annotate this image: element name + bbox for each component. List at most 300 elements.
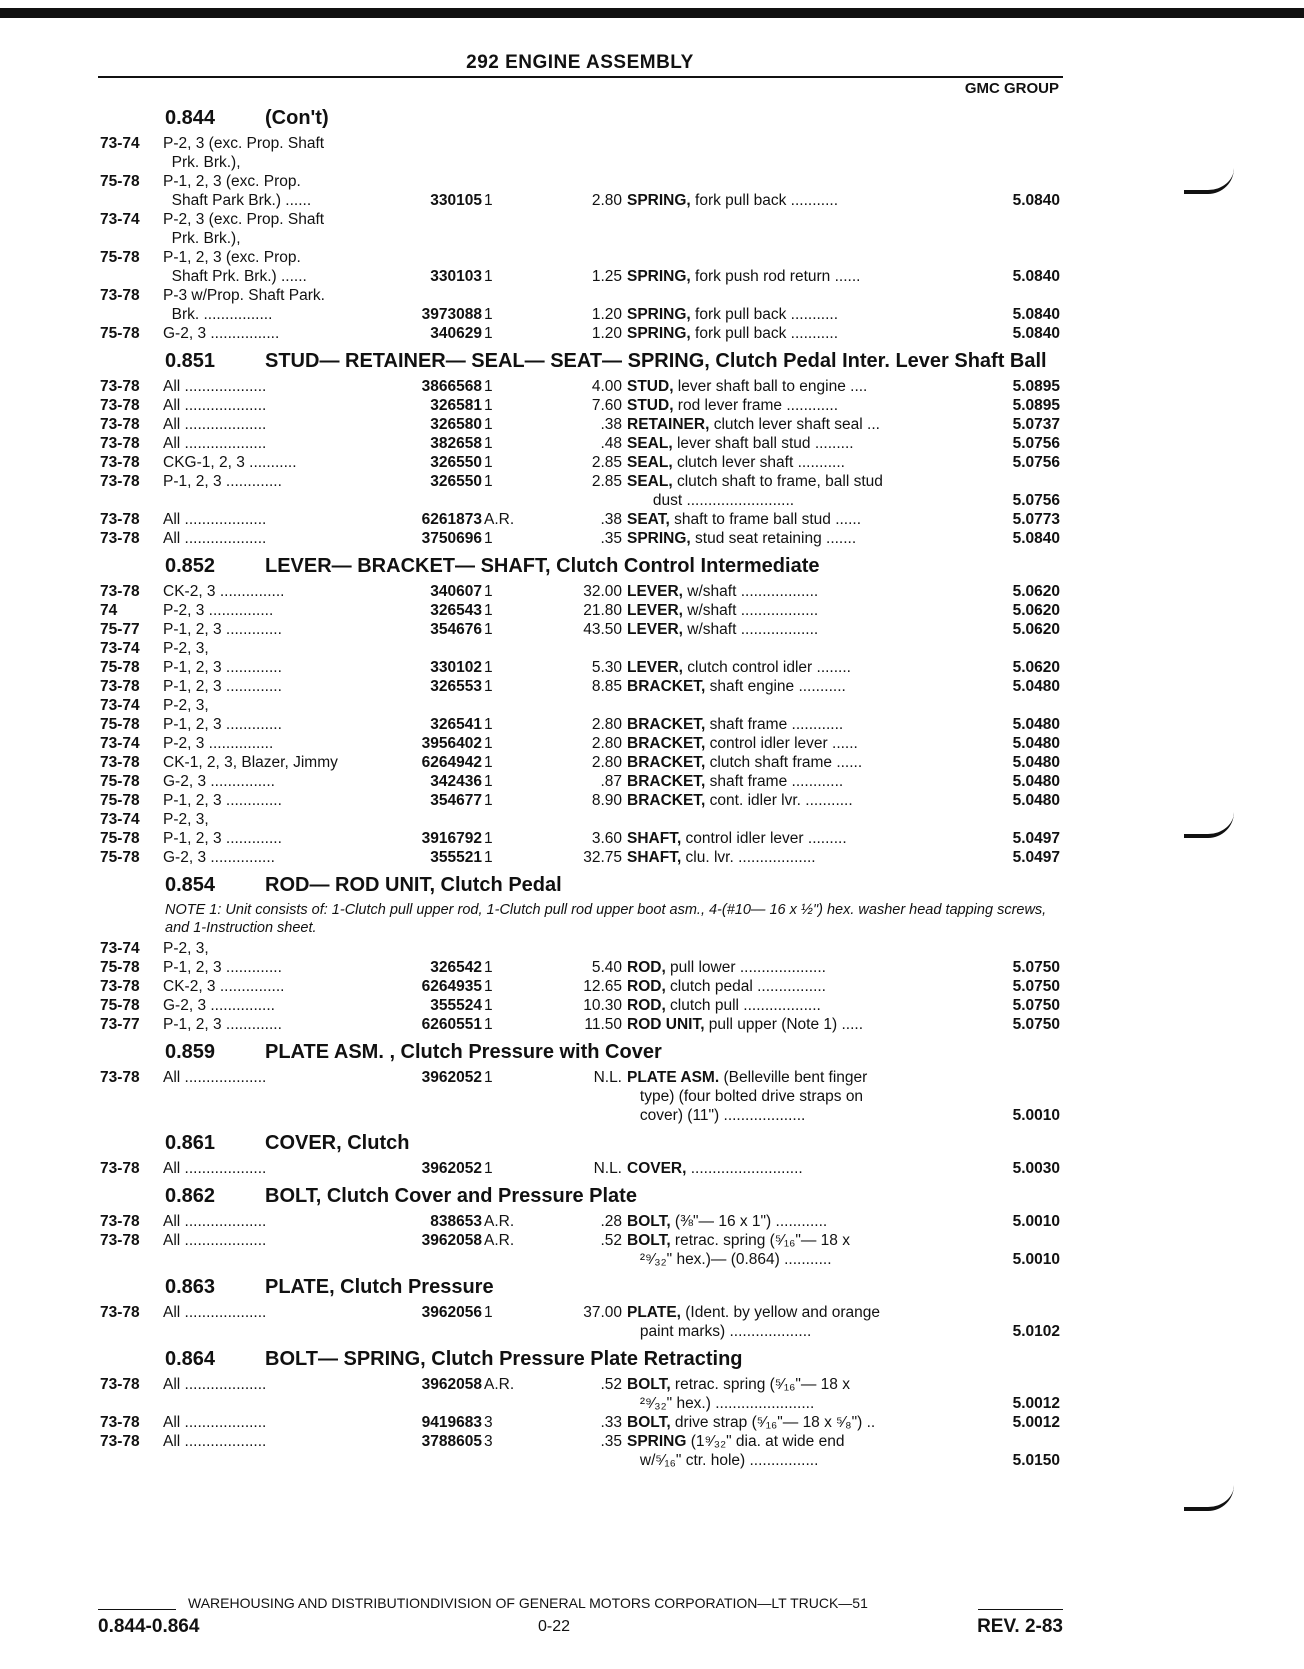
price: .38 (600, 511, 622, 528)
application: All ................... (163, 1069, 267, 1086)
item-name: SHAFT, (627, 849, 682, 866)
item-detail: clu. lvr. .................. (681, 849, 816, 866)
quantity: 1 (484, 416, 493, 433)
section-number: 0.861 (165, 1132, 216, 1154)
item-detail: ²⁹⁄₃₂" hex.) ....................... (627, 1395, 815, 1412)
application: All ................... (163, 1232, 267, 1249)
table-row (0, 1413, 1304, 1432)
application: Prk. Brk.), (163, 154, 241, 171)
quantity: 1 (484, 773, 493, 790)
model-year: 73-74 (100, 211, 140, 228)
price: 21.80 (583, 602, 622, 619)
application: CK-1, 2, 3, Blazer, Jimmy (163, 754, 338, 771)
description (627, 267, 947, 286)
item-name: BRACKET, (627, 735, 706, 752)
quantity: A.R. (484, 1376, 515, 1393)
item-name: BOLT, (627, 1232, 671, 1249)
part-number: 382658 (430, 435, 482, 452)
group-number: 5.0480 (1012, 735, 1060, 752)
quantity: 1 (484, 602, 493, 619)
description (627, 191, 947, 210)
quantity: 1 (484, 830, 493, 847)
price: 1.25 (591, 268, 622, 285)
item-name: SPRING, (627, 530, 691, 547)
description (627, 1231, 947, 1250)
price: 43.50 (583, 621, 622, 638)
group-number: 5.0480 (1012, 773, 1060, 790)
part-number: 6264935 (421, 978, 482, 995)
group-number: 5.0840 (1012, 268, 1060, 285)
model-year: 73-78 (100, 511, 140, 528)
part-number: 3962056 (421, 1304, 482, 1321)
description (627, 1432, 947, 1451)
application: G-2, 3 ............... (163, 773, 275, 790)
price: 12.65 (583, 978, 622, 995)
application: P-2, 3, (163, 697, 209, 714)
price: 1.20 (591, 306, 622, 323)
item-detail: shaft frame ............ (705, 773, 844, 790)
group-number: 5.0497 (1012, 830, 1060, 847)
table-row (0, 172, 1304, 191)
item-detail: (1⁹⁄₃₂" dia. at wide end (686, 1433, 845, 1450)
quantity: 1 (484, 678, 493, 695)
part-number: 330105 (430, 192, 482, 209)
quantity: 1 (484, 397, 493, 414)
item-detail: clutch pedal ................ (665, 978, 826, 995)
price: .52 (600, 1376, 622, 1393)
table-row (0, 939, 1304, 958)
table-row (0, 601, 1304, 620)
model-year: 73-78 (100, 530, 140, 547)
description (627, 415, 947, 434)
table-row (0, 848, 1304, 867)
description (627, 1394, 947, 1413)
description (627, 1413, 947, 1432)
model-year: 75-78 (100, 325, 140, 342)
application: P-1, 2, 3 ............. (163, 473, 282, 490)
table-row (0, 1106, 1304, 1125)
application: P-1, 2, 3 ............. (163, 621, 282, 638)
model-year: 73-78 (100, 1160, 140, 1177)
quantity: 1 (484, 754, 493, 771)
price: .28 (600, 1213, 622, 1230)
price: 11.50 (584, 1016, 622, 1033)
quantity: A.R. (484, 1232, 515, 1249)
item-detail: cover) (11") ................... (627, 1107, 806, 1124)
section-number: 0.854 (165, 874, 216, 896)
part-number: 3956402 (421, 735, 482, 752)
table-row (0, 620, 1304, 639)
description (627, 734, 947, 753)
price: .33 (600, 1414, 622, 1431)
part-number: 326550 (430, 454, 482, 471)
table-row (0, 396, 1304, 415)
section-title: STUD— RETAINER— SEAL— SEAT— SPRING, Clutch Pedal Inter. Lever Shaft Ball (265, 350, 1047, 372)
quantity: 3 (484, 1414, 493, 1431)
item-detail: (Ident. by yellow and orange (680, 1304, 881, 1321)
quantity: 1 (484, 473, 493, 490)
model-year: 75-78 (100, 792, 140, 809)
item-detail: w/shaft .................. (682, 602, 819, 619)
item-detail: w/shaft .................. (682, 583, 819, 600)
item-name: COVER, (627, 1160, 687, 1177)
application: P-1, 2, 3 ............. (163, 830, 282, 847)
item-detail: pull lower .................... (665, 959, 826, 976)
model-year: 73-78 (100, 287, 140, 304)
binder-mark (1184, 1485, 1234, 1511)
quantity: 1 (484, 792, 493, 809)
description (627, 1375, 947, 1394)
quantity: 3 (484, 1433, 493, 1450)
price: N.L. (593, 1160, 622, 1177)
item-name: SHAFT, (627, 830, 682, 847)
model-year: 73-78 (100, 978, 140, 995)
item-detail: .......................... (686, 1160, 803, 1177)
model-year: 73-78 (100, 397, 140, 414)
price: 2.80 (591, 716, 622, 733)
section-heading (0, 1276, 1304, 1299)
part-number: 3866568 (421, 378, 482, 395)
section-title: PLATE ASM. , Clutch Pressure with Cover (265, 1041, 662, 1063)
section-heading (0, 1132, 1304, 1155)
part-number: 3788605 (421, 1433, 482, 1450)
quantity: 1 (484, 1160, 493, 1177)
part-number: 330103 (430, 268, 482, 285)
description (627, 529, 947, 548)
part-number: 326553 (430, 678, 482, 695)
model-year: 73-78 (100, 454, 140, 471)
group-number: 5.0480 (1012, 678, 1060, 695)
item-detail: pull upper (Note 1) ..... (704, 1016, 864, 1033)
section-number: 0.851 (165, 350, 216, 372)
application: All ................... (163, 1213, 267, 1230)
item-name: LEVER, (627, 659, 683, 676)
description (627, 472, 947, 491)
part-number: 326541 (430, 716, 482, 733)
price: N.L. (593, 1069, 622, 1086)
part-number: 6261873 (421, 511, 482, 528)
group-number: 5.0620 (1012, 602, 1060, 619)
part-number: 9419683 (421, 1414, 482, 1431)
application: CK-2, 3 ............... (163, 978, 285, 995)
table-row (0, 210, 1304, 229)
application: P-2, 3 (exc. Prop. Shaft (163, 135, 325, 152)
description (627, 491, 947, 510)
application: G-2, 3 ................ (163, 325, 280, 342)
item-detail: clutch pull .................. (665, 997, 821, 1014)
item-detail: dust ......................... (627, 492, 795, 509)
application: P-2, 3, (163, 640, 209, 657)
item-detail: lever shaft ball to engine .... (673, 378, 868, 395)
application: Shaft Park Brk.) ...... (163, 192, 312, 209)
table-row (0, 1015, 1304, 1034)
group-number: 5.0750 (1012, 1016, 1060, 1033)
item-detail: control idler lever ......... (681, 830, 847, 847)
item-detail: paint marks) ................... (627, 1323, 812, 1340)
table-row (0, 472, 1304, 491)
item-name: ROD, (627, 978, 666, 995)
footer-rev: REV. 2-83 (977, 1616, 1063, 1637)
item-detail: w/shaft .................. (682, 621, 819, 638)
table-row (0, 434, 1304, 453)
item-detail: shaft engine ........... (705, 678, 846, 695)
group-number: 5.0750 (1012, 997, 1060, 1014)
description (627, 1451, 947, 1470)
model-year: 73-74 (100, 640, 140, 657)
section-number: 0.863 (165, 1276, 216, 1298)
footer-rule-left (98, 1609, 176, 1610)
model-year: 73-74 (100, 940, 140, 957)
part-number: 326543 (430, 602, 482, 619)
section-number: 0.859 (165, 1041, 216, 1063)
section-heading (0, 1185, 1304, 1208)
table-row (0, 377, 1304, 396)
table-row (0, 529, 1304, 548)
item-detail: rod lever frame ............ (673, 397, 839, 414)
application: G-2, 3 ............... (163, 849, 275, 866)
table-row (0, 305, 1304, 324)
model-year: 73-74 (100, 811, 140, 828)
section-heading (0, 350, 1304, 373)
description (627, 1068, 947, 1087)
group-number: 5.0102 (1012, 1323, 1060, 1340)
price: 2.80 (591, 192, 622, 209)
item-detail: w/⁵⁄₁₆" ctr. hole) ................ (627, 1452, 819, 1469)
model-year: 73-78 (100, 416, 140, 433)
application: P-1, 2, 3 ............. (163, 659, 282, 676)
application: All ................... (163, 378, 267, 395)
item-detail: type) (four bolted drive straps on (627, 1088, 864, 1105)
quantity: 1 (484, 849, 493, 866)
application: Shaft Prk. Brk.) ...... (163, 268, 307, 285)
price: 10.30 (583, 997, 622, 1014)
part-number: 340607 (430, 583, 482, 600)
table-row (0, 267, 1304, 286)
item-detail: fork pull back ........... (690, 325, 839, 342)
part-number: 3962058 (421, 1232, 482, 1249)
description (627, 848, 947, 867)
item-name: SPRING, (627, 268, 691, 285)
table-row (0, 791, 1304, 810)
item-name: BRACKET, (627, 792, 706, 809)
group-number: 5.0840 (1012, 192, 1060, 209)
price: 2.80 (591, 754, 622, 771)
top-rule (0, 8, 1304, 18)
item-name: BRACKET, (627, 716, 706, 733)
section-number: 0.862 (165, 1185, 216, 1207)
model-year: 73-74 (100, 135, 140, 152)
application: All ................... (163, 1376, 267, 1393)
table-row (0, 1087, 1304, 1106)
part-number: 342436 (430, 773, 482, 790)
group-number: 5.0010 (1012, 1107, 1060, 1124)
description (627, 977, 947, 996)
quantity: 1 (484, 325, 493, 342)
section-heading (0, 107, 1304, 130)
item-detail: lever shaft ball stud ......... (672, 435, 854, 452)
table-row (0, 996, 1304, 1015)
quantity: A.R. (484, 511, 515, 528)
group-number: 5.0756 (1012, 492, 1060, 509)
group-number: 5.0030 (1012, 1160, 1060, 1177)
item-name: SEAT, (627, 511, 670, 528)
item-detail: (Belleville bent finger (719, 1069, 868, 1086)
item-name: SPRING, (627, 306, 691, 323)
item-name: SPRING, (627, 192, 691, 209)
model-year: 73-78 (100, 583, 140, 600)
price: 32.75 (583, 849, 622, 866)
table-row (0, 715, 1304, 734)
section-number: 0.844 (165, 107, 216, 129)
item-detail: retrac. spring (⁵⁄₁₆"— 18 x (670, 1232, 850, 1249)
table-row (0, 977, 1304, 996)
item-name: SPRING (627, 1433, 687, 1450)
part-number: 326580 (430, 416, 482, 433)
model-year: 73-78 (100, 1304, 140, 1321)
group-number: 5.0480 (1012, 754, 1060, 771)
price: 4.00 (591, 378, 622, 395)
group-number: 5.0620 (1012, 659, 1060, 676)
item-name: SEAL, (627, 435, 673, 452)
description (627, 1015, 947, 1034)
table-row (0, 134, 1304, 153)
item-detail: shaft frame ............ (705, 716, 844, 733)
table-row (0, 1432, 1304, 1451)
quantity: 1 (484, 1069, 493, 1086)
table-row (0, 810, 1304, 829)
price: 2.85 (591, 454, 622, 471)
table-row (0, 286, 1304, 305)
group-number: 5.0012 (1012, 1414, 1060, 1431)
description (627, 1087, 947, 1106)
quantity: 1 (484, 716, 493, 733)
model-year: 75-78 (100, 173, 140, 190)
group-number: 5.0497 (1012, 849, 1060, 866)
table-row (0, 510, 1304, 529)
item-detail: cont. idler lvr. ........... (705, 792, 853, 809)
price: 5.30 (591, 659, 622, 676)
section-heading (0, 1348, 1304, 1371)
description (627, 753, 947, 772)
group-number: 5.0150 (1012, 1452, 1060, 1469)
part-number: 3973088 (421, 306, 482, 323)
part-number: 326581 (430, 397, 482, 414)
application: P-1, 2, 3 ............. (163, 792, 282, 809)
group-number: 5.0756 (1012, 435, 1060, 452)
section-title: BOLT, Clutch Cover and Pressure Plate (265, 1185, 637, 1207)
group-number: 5.0840 (1012, 325, 1060, 342)
table-row (0, 229, 1304, 248)
table-row (0, 639, 1304, 658)
price: 8.85 (591, 678, 622, 695)
description (627, 1303, 947, 1322)
section-heading (0, 874, 1304, 897)
model-year: 75-78 (100, 773, 140, 790)
section-heading (0, 1041, 1304, 1064)
price: 5.40 (591, 959, 622, 976)
section-number: 0.864 (165, 1348, 216, 1370)
description (627, 772, 947, 791)
model-year: 75-78 (100, 959, 140, 976)
part-number: 6260551 (421, 1016, 482, 1033)
price: 2.85 (591, 473, 622, 490)
table-row (0, 772, 1304, 791)
application: P-1, 2, 3 ............. (163, 1016, 282, 1033)
table-row (0, 248, 1304, 267)
footer-publisher: WAREHOUSING AND DISTRIBUTIONDIVISION OF GENERAL MOTORS CORPORATION—LT TRUCK—51 (188, 1595, 868, 1611)
application: P-2, 3 ............... (163, 735, 274, 752)
item-detail: control idler lever ...... (705, 735, 858, 752)
price: .52 (600, 1232, 622, 1249)
table-row (0, 491, 1304, 510)
quantity: 1 (484, 583, 493, 600)
part-number: 6264942 (421, 754, 482, 771)
item-name: LEVER, (627, 602, 683, 619)
item-detail: clutch shaft frame ...... (705, 754, 863, 771)
quantity: 1 (484, 997, 493, 1014)
price: .35 (600, 530, 622, 547)
item-name: BOLT, (627, 1213, 671, 1230)
price: .87 (600, 773, 622, 790)
item-detail: clutch lever shaft seal ... (709, 416, 880, 433)
part-number: 340629 (430, 325, 482, 342)
quantity: 1 (484, 378, 493, 395)
quantity: 1 (484, 659, 493, 676)
price: 32.00 (583, 583, 622, 600)
quantity: 1 (484, 192, 493, 209)
section-title: ROD— ROD UNIT, Clutch Pedal (265, 874, 562, 896)
item-detail: clutch shaft to frame, ball stud (672, 473, 883, 490)
quantity: 1 (484, 530, 493, 547)
table-row (0, 1375, 1304, 1394)
application: All ................... (163, 1414, 267, 1431)
item-detail: retrac. spring (⁵⁄₁₆"— 18 x (670, 1376, 850, 1393)
item-name: ROD UNIT, (627, 1016, 705, 1033)
item-name: LEVER, (627, 583, 683, 600)
price: .35 (600, 1433, 622, 1450)
table-row (0, 677, 1304, 696)
item-detail: fork pull back ........... (690, 192, 839, 209)
page-title: 292 ENGINE ASSEMBLY (466, 52, 694, 73)
application: P-1, 2, 3 ............. (163, 678, 282, 695)
table-row (0, 1250, 1304, 1269)
item-name: SEAL, (627, 454, 673, 471)
model-year: 75-78 (100, 716, 140, 733)
application: All ................... (163, 530, 267, 547)
description (627, 996, 947, 1015)
table-row (0, 696, 1304, 715)
part-number: 326550 (430, 473, 482, 490)
group-number: 5.0750 (1012, 978, 1060, 995)
item-detail: stud seat retaining ....... (690, 530, 857, 547)
description (627, 434, 947, 453)
item-name: LEVER, (627, 621, 683, 638)
model-year: 73-74 (100, 735, 140, 752)
part-number: 355521 (430, 849, 482, 866)
group-label: GMC GROUP (964, 80, 1059, 97)
part-number: 838653 (430, 1213, 482, 1230)
group-number: 5.0895 (1012, 378, 1060, 395)
item-detail: (⅜"— 16 x 1") ............ (670, 1213, 828, 1230)
footer-rule-right (978, 1609, 1063, 1610)
group-number: 5.0750 (1012, 959, 1060, 976)
section-number: 0.852 (165, 555, 216, 577)
quantity: 1 (484, 435, 493, 452)
group-number: 5.0620 (1012, 621, 1060, 638)
quantity: 1 (484, 978, 493, 995)
price: 37.00 (583, 1304, 622, 1321)
section-title: COVER, Clutch (265, 1132, 410, 1154)
